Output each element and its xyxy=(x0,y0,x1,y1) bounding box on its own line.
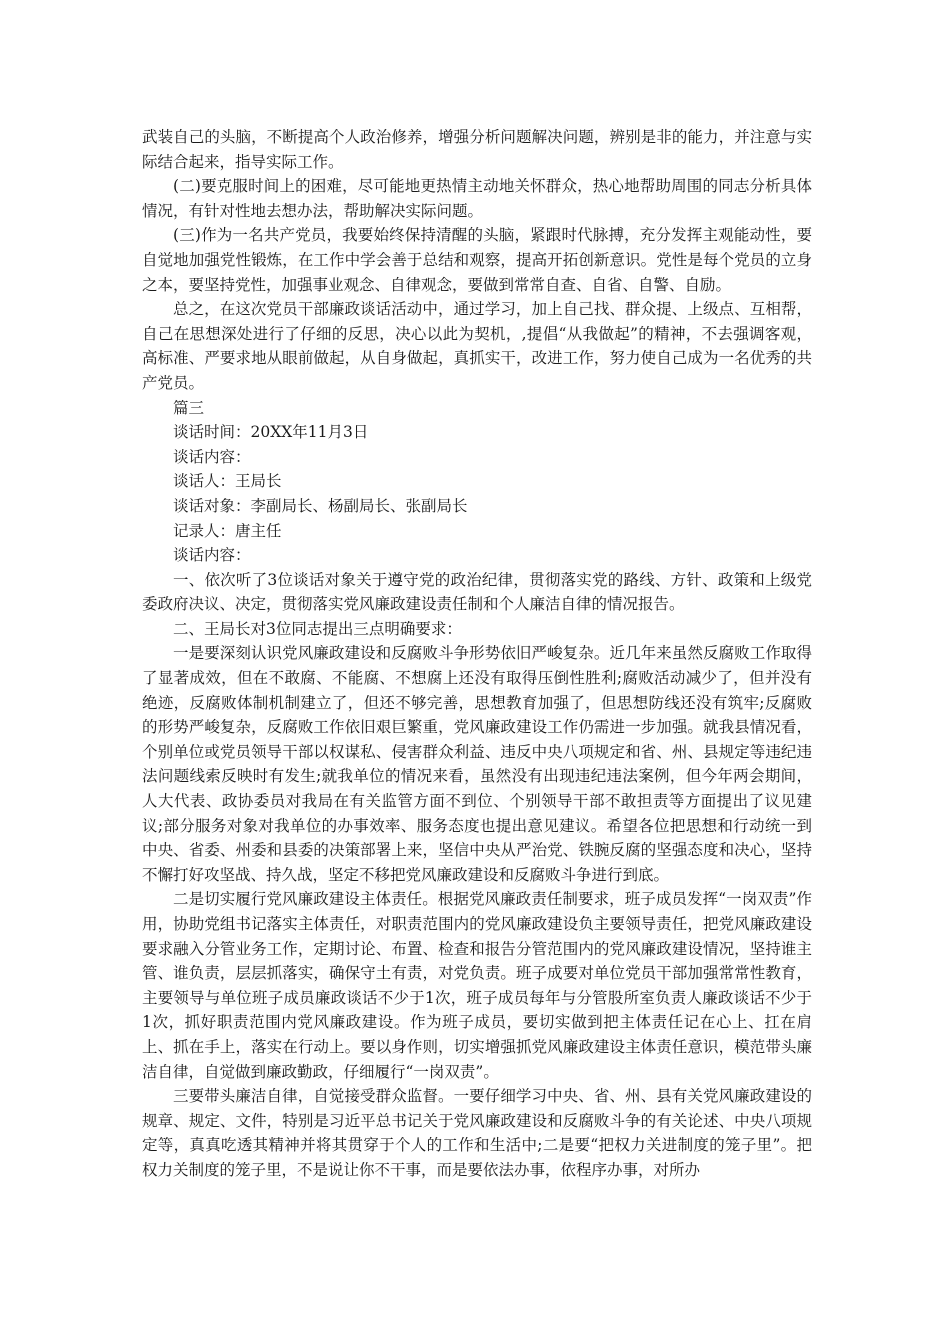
paragraph-summary: 总之，在这次党员干部廉政谈话活动中，通过学习，加上自己找、群众提、上级点、互相帮，自己在思想深处进行了仔细的反思，决心以此为契机，,提倡“从我做起”的精神，不去强调客观，高标准、严要求地从眼前做起，从自身做起，真抓实干，改进工作，努力使自己成为一名优秀的共产党员。 xyxy=(142,300,812,392)
meeting-speaker: 谈话人：王局长 xyxy=(173,472,282,491)
meeting-participants: 谈话对象：李副局长、杨副局长、张副局长 xyxy=(173,496,468,515)
paragraph-point-two: (二)要克服时间上的困难，尽可能地更热情主动地关怀群众，热心地帮助周围的同志分析具体情况，有针对性地去想办法，帮助解决实际问题。 xyxy=(142,177,812,220)
paragraph-requirement-three: 三要带头廉洁自律，自觉接受群众监督。一要仔细学习中央、省、州、县有关党风廉政建设的规章、规定、文件，特别是习近平总书记关于党风廉政建设和反腐败斗争的有关论述、中央八项规定等，真真吃透其精神并将其贯穿于个人的工作和生活中;二是要“把权力关进制度的笼子里”。把权力关制度的笼子里，不是说让你不干事，而是要依法办事，依程序办事，对所办 xyxy=(142,1087,812,1179)
document-body xyxy=(142,125,812,1183)
paragraph-continuation: 武装自己的头脑，不断提高个人政治修养，增强分析问题解决问题，辨别是非的能力，并注意与实际结合起来，指导实际工作。 xyxy=(142,128,812,171)
paragraph-point-three: (三)作为一名共产党员，我要始终保持清醒的头脑，紧跟时代脉搏，充分发挥主观能动性，要自觉地加强党性锻炼，在工作中学会善于总结和观察，提高开拓创新意识。党性是每个党员的立身之本，要坚持党性，加强事业观念、自律观念，要做到常常自查、自省、自警、自励。 xyxy=(142,226,812,294)
paragraph-item-two: 二、王局长对3位同志提出三点明确要求： xyxy=(173,619,462,638)
section-heading: 篇三 xyxy=(173,398,205,417)
paragraph-requirement-one: 一是要深刻认识党风廉政建设和反腐败斗争形势依旧严峻复杂。近几年来虽然反腐败工作取得了显著成效，但在不敢腐、不能腐、不想腐上还没有取得压倒性胜利;腐败活动减少了，但并没有绝迹，反腐败体制机制建立了，但还不够完善，思想教育加强了，但思想防线还没有筑牢;反腐败的形势严峻复杂，反腐败工作依旧艰巨繁重，党风廉政建设工作仍需进一步加强。就我县情况看，个别单位或党员领导干部以权谋私、侵害群众利益、违反中央八项规定和省、州、县规定等违纪违法问题线索反映时有发生;就我单位的情况来看，虽然没有出现违纪违法案例，但今年两会期间，人大代表、政协委员对我局在有关监管方面不到位、个别领导干部不敢担责等方面提出了议见建议;部分服务对象对我单位的办事效率、服务态度也提出意见建议。希望各位把思想和行动统一到中央、省委、州委和县委的决策部署上来，坚信中央从严治党、铁腕反腐的坚强态度和决心，坚持不懈打好攻坚战、持久战，坚定不移把党风廉政建设和反腐败斗争进行到底。 xyxy=(142,644,812,884)
meeting-content-label: 谈话内容： xyxy=(173,447,251,466)
paragraph-item-one: 一、依次听了3位谈话对象关于遵守党的政治纪律，贯彻落实党的路线、方针、政策和上级党委政府决议、决定，贯彻落实党风廉政建设责任制和个人廉洁自律的情况报告。 xyxy=(142,570,812,614)
meeting-content-label-2: 谈话内容： xyxy=(173,546,251,565)
paragraph-requirement-two: 二是切实履行党风廉政建设主体责任。根据党风廉政责任制要求，班子成员发挥“一岗双责”作用，协助党组书记落实主体责任，对职责范围内的党风廉政建设负主要领导责任，把党风廉政建设要求融入分管业务工作，定期讨论、布置、检查和报告分管范围内的党风廉政建设情况，坚持谁主管、谁负责，层层抓落实，确保守土有责，对党负责。班子成要对单位党员干部加强常常性教育，主要领导与单位班子成员廉政谈话不少于1次，班子成员每年与分管股所室负责人廉政谈话不少于1次，抓好职责范围内党风廉政建设。作为班子成员，要切实做到把主体责任记在心上、扛在肩上、抓在手上，落实在行动上。要以身作则，切实增强抓党风廉政建设主体责任意识，模范带头廉洁自律，自觉做到廉政勤政，仔细履行“一岗双责”。 xyxy=(142,890,812,1081)
meeting-recorder: 记录人：唐主任 xyxy=(173,521,282,540)
meeting-time: 谈话时间：20XX年11月3日 xyxy=(173,423,369,442)
